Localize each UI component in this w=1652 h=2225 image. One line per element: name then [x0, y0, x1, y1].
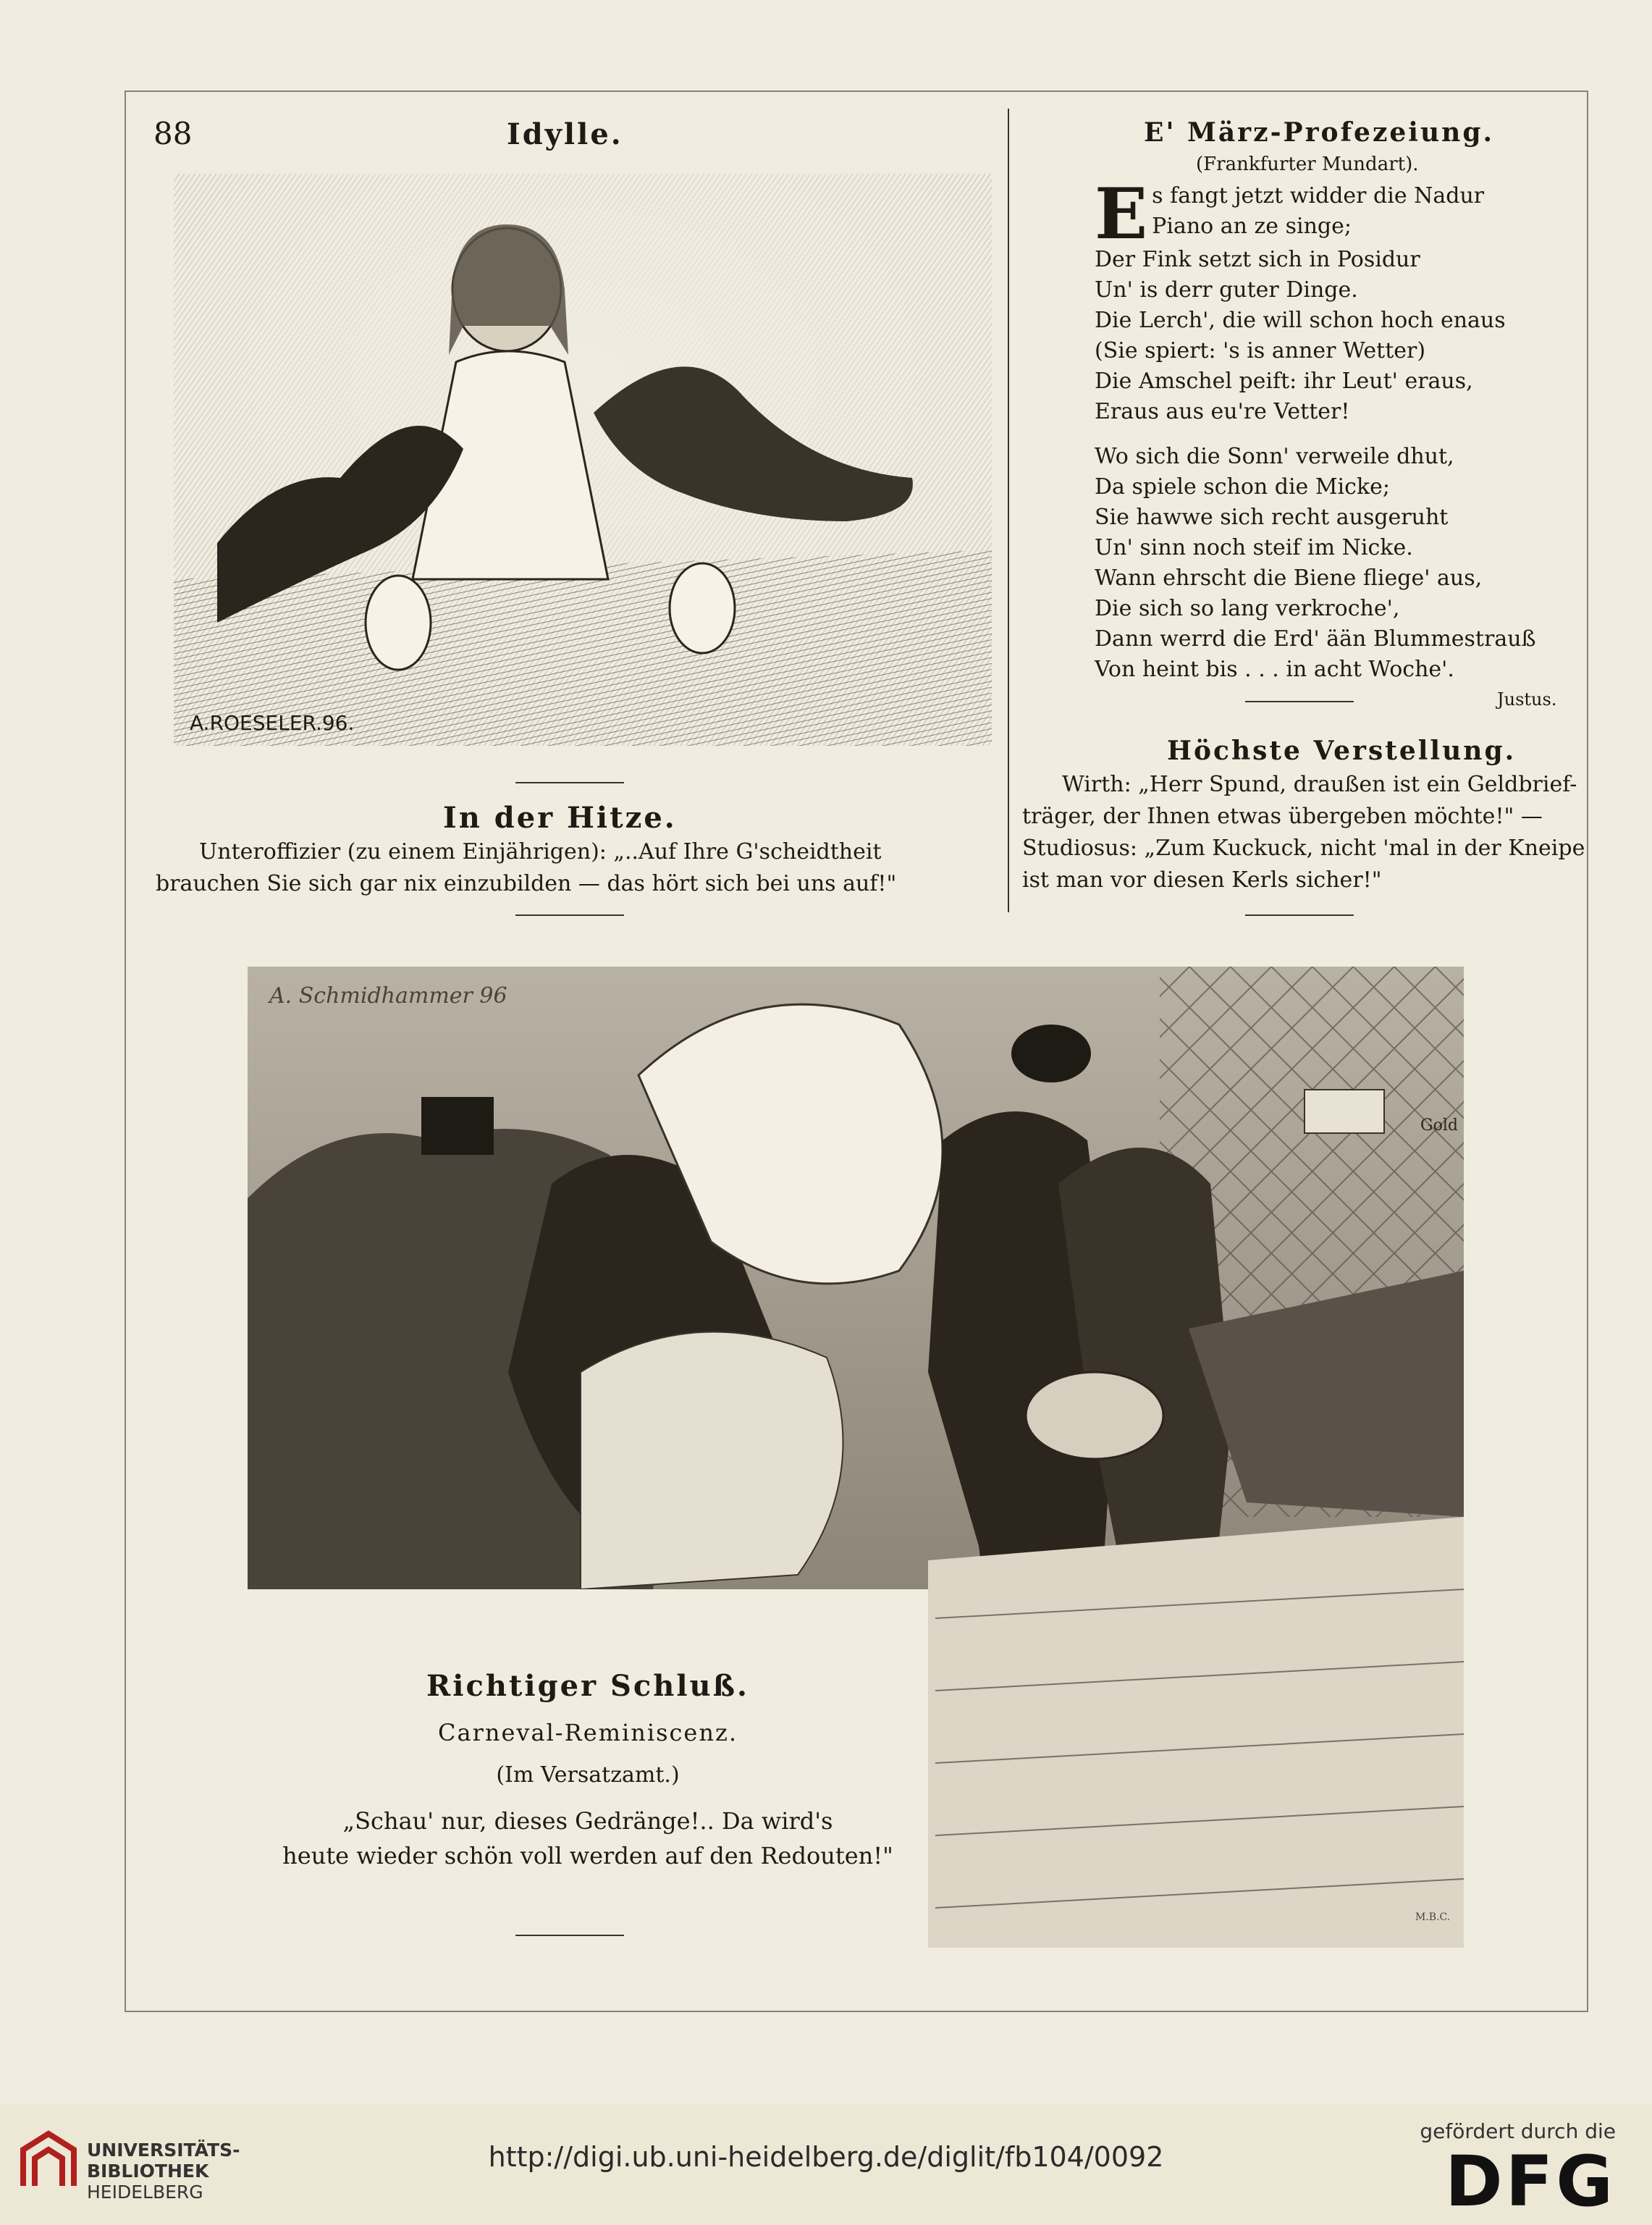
poem-line: Wann ehrscht die Biene fliege' aus,	[1095, 565, 1483, 591]
maerz-poem	[1095, 173, 1587, 699]
source-url[interactable]: http://digi.ub.uni-heidelberg.de/diglit/fb104/0092	[488, 2141, 1164, 2173]
column-divider	[1008, 109, 1009, 912]
library-line: UNIVERSITÄTS-	[87, 2140, 240, 2161]
poem-line: Von heint bis . . . in acht Woche'.	[1095, 657, 1454, 682]
idylle-title: Idylle.	[507, 117, 623, 151]
girl-with-dachshunds-drawing	[174, 174, 992, 746]
verstellung-line: träger, der Ihnen etwas übergeben möchte!" —	[1022, 804, 1543, 829]
verstellung-text	[1022, 769, 1585, 896]
monogram: M.B.C.	[1415, 1911, 1451, 1923]
page-number: 88	[153, 116, 193, 151]
poem-line: Un' sinn noch steif im Nicke.	[1095, 535, 1413, 560]
poem-line: Dann werrd die Erd' ään Blummestrauß	[1095, 626, 1536, 652]
poem-line: Piano an ze singe;	[1152, 214, 1352, 239]
poem-line: Eraus aus eu're Vetter!	[1095, 399, 1350, 424]
poem-line: Wo sich die Sonn' verweile dhut,	[1095, 444, 1454, 469]
poem-line: Der Fink setzt sich in Posidur	[1095, 247, 1420, 272]
gold-sign: Gold	[1420, 1116, 1458, 1135]
library-line: BIBLIOTHEK	[87, 2161, 209, 2182]
poem-stanza	[1095, 173, 1587, 427]
dfg-logo: DFG	[1444, 2141, 1616, 2222]
poem-stanza	[1095, 442, 1587, 685]
schluss-signature: A. Schmidhammer 96	[269, 983, 507, 1009]
divider	[515, 1935, 624, 1936]
schluss-place: (Im Versatzamt.)	[496, 1762, 680, 1788]
poem-line: Die Amschel peift: ihr Leut' eraus,	[1095, 369, 1473, 394]
verstellung-line: Wirth: „Herr Spund, draußen ist ein Geldbrief-	[1062, 772, 1577, 797]
hitze-text	[156, 836, 981, 900]
verstellung-line: Studiosus: „Zum Kuckuck, nicht 'mal in der Kneipe	[1022, 836, 1585, 861]
maerz-subtitle: (Frankfurter Mundart).	[1196, 153, 1419, 175]
verstellung-title: Höchste Verstellung.	[1167, 736, 1517, 766]
poem-line: Un' is derr guter Dinge.	[1095, 277, 1358, 303]
funded-by-label: gefördert durch die	[1420, 2119, 1616, 2143]
schluss-subtitle: Carneval-Reminiscenz.	[438, 1719, 738, 1746]
hitze-line: Unteroffizier (zu einem Einjährigen): „..Auf Ihre G'scheidtheit	[199, 839, 882, 865]
divider	[515, 914, 624, 916]
maerz-author: Justus.	[1497, 689, 1557, 710]
poem-line: Da spiele schon die Micke;	[1095, 474, 1390, 500]
divider	[515, 782, 624, 783]
divider	[1245, 914, 1354, 916]
divider	[1245, 701, 1354, 702]
digitization-footer	[0, 2103, 1652, 2225]
verstellung-line: ist man vor diesen Kerls sicher!"	[1022, 867, 1382, 893]
hitze-title: In der Hitze.	[443, 801, 677, 835]
hitze-line: brauchen Sie sich gar nix einzubilden — das hört sich bei uns auf!"	[156, 871, 897, 896]
idylle-signature: A.ROESELER.96.	[190, 711, 355, 735]
poem-line: Die sich so lang verkroche',	[1095, 596, 1400, 621]
poem-line: Die Lerch', die will schon hoch enaus	[1095, 308, 1506, 333]
idylle-illustration	[174, 174, 992, 746]
schluss-line: „Schau' nur, dieses Gedränge!.. Da wird's	[342, 1807, 833, 1835]
maerz-title: E' März-Profezeiung.	[1144, 117, 1495, 148]
library-line: HEIDELBERG	[87, 2182, 203, 2203]
schluss-title: Richtiger Schluß.	[426, 1669, 749, 1703]
poem-line: s fangt jetzt widder die Nadur	[1152, 183, 1485, 209]
dropcap: E	[1095, 173, 1148, 255]
poem-line: Sie hawwe sich recht ausgeruht	[1095, 505, 1449, 530]
schluss-caption	[248, 1669, 928, 1873]
schluss-line: heute wieder schön voll werden auf den Redouten!"	[282, 1842, 893, 1869]
poem-line: (Sie spiert: 's is anner Wetter)	[1095, 338, 1426, 363]
